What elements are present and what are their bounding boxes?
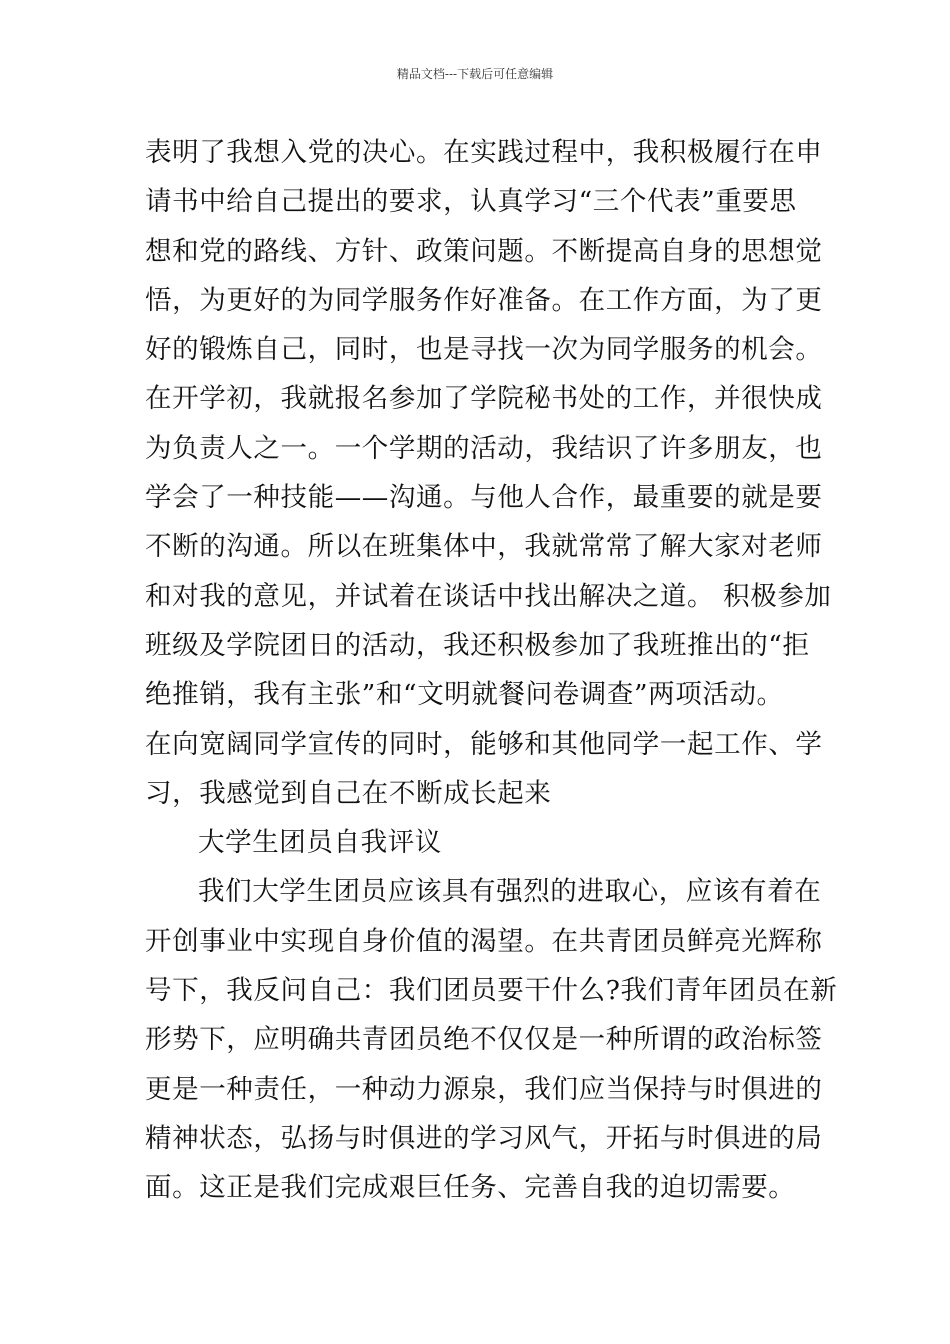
text-line: 好的锻炼自己，同时，也是寻找一次为同学服务的机会。 (145, 334, 823, 366)
text-line: 为负责人之一。一个学期的活动，我结识了许多朋友，也 (145, 432, 823, 464)
text-line: 开创事业中实现自身价值的渴望。在共青团员鲜亮光辉称 (145, 925, 823, 957)
document-body (145, 128, 838, 1213)
text-line: 请书中给自己提出的要求，认真学习“三个代表”重要思 (145, 186, 797, 218)
text-line: 学会了一种技能——沟通。与他人合作，最重要的就是要 (145, 482, 823, 514)
text-line: 表明了我想入党的决心。在实践过程中，我积极履行在申 (145, 137, 823, 168)
text-line: 号下，我反问自己：我们团员要干什么?我们青年团员在新 (145, 975, 838, 1007)
text-line: 和对我的意见，并试着在谈话中找出解决之道。 积极参加 (145, 580, 832, 612)
text-line: 在开学初，我就报名参加了学院秘书处的工作，并很快成 (145, 383, 823, 415)
text-line: 我们大学生团员应该具有强烈的进取心，应该有着在 (198, 876, 822, 908)
section-heading: 大学生团员自我评议 (198, 827, 442, 859)
text-line: 更是一种责任，一种动力源泉，我们应当保持与时俱进的 (145, 1073, 823, 1105)
page-header: 精品文档---下载后可任意编辑 (396, 67, 554, 81)
text-line: 班级及学院团日的活动，我还积极参加了我班推出的“拒 (145, 629, 810, 661)
text-line: 在向宽阔同学宣传的同时，能够和其他同学一起工作、学 (145, 728, 823, 760)
text-line: 绝推销，我有主张”和“文明就餐问卷调查”两项活动。 (145, 679, 784, 711)
text-line: 习，我感觉到自己在不断成长起来 (145, 777, 552, 809)
text-line: 不断的沟通。所以在班集体中，我就常常了解大家对老师 (145, 531, 823, 563)
text-line: 形势下，应明确共青团员绝不仅仅是一种所谓的政治标签 (145, 1024, 823, 1056)
text-line: 面。这正是我们完成艰巨任务、完善自我的迫切需要。 (145, 1172, 796, 1204)
text-line: 精神状态，弘扬与时俱进的学习风气，开拓与时俱进的局 (145, 1122, 823, 1154)
text-line: 悟，为更好的为同学服务作好准备。在工作方面，为了更 (145, 284, 823, 316)
text-line: 想和党的路线、方针、政策问题。不断提高自身的思想觉 (145, 235, 823, 267)
